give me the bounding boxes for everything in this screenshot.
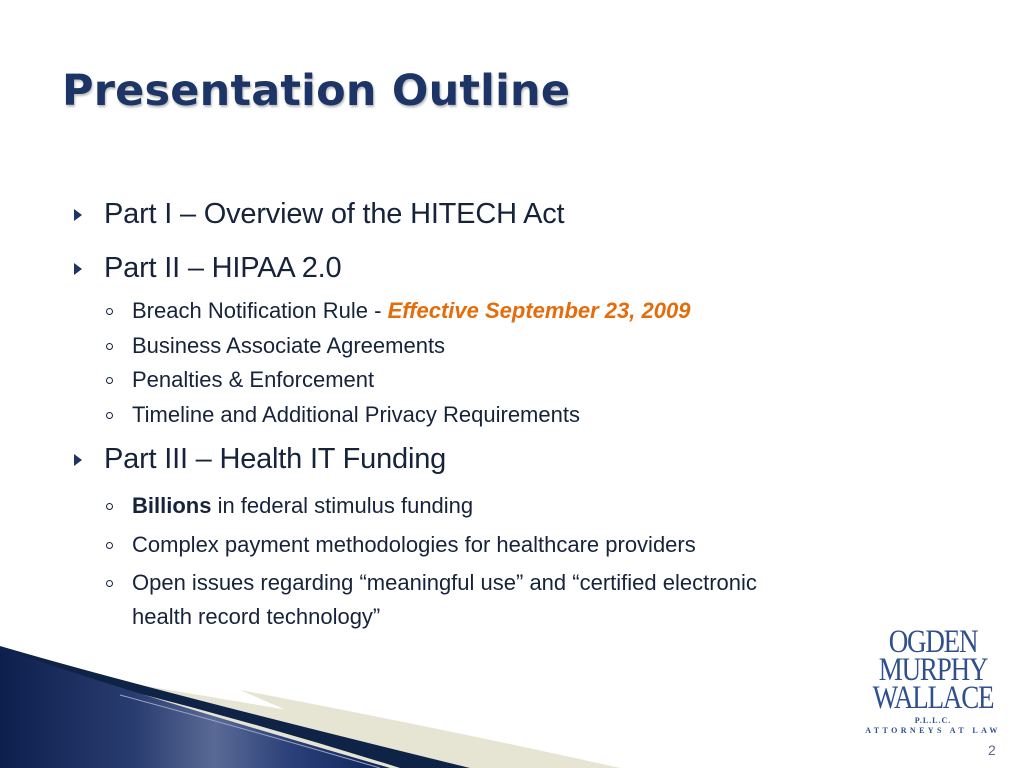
sub-item-timeline [132, 400, 580, 430]
triangle-bullet-icon [74, 454, 82, 466]
circle-bullet-icon [106, 503, 113, 510]
sub-item-open-issues-continuation [132, 602, 380, 632]
logo-word-wallace: WALLACE [872, 680, 994, 716]
sub-item-billions [132, 491, 473, 521]
sub-item-label: health record technology” [132, 604, 381, 629]
outline-item-part-2 [104, 252, 341, 285]
sub-item-label: Open issues regarding “meaningful use” and “certified electronic [132, 570, 757, 595]
outline-item-label: Part II – HIPAA 2.0 [104, 252, 342, 284]
sub-item-business-associate [132, 331, 445, 361]
page-number: 2 [988, 742, 996, 758]
outline-item-label: Part III – Health IT Funding [104, 443, 447, 475]
circle-bullet-icon [106, 308, 113, 315]
logo-word-ogden: OGDEN [888, 624, 978, 660]
sub-item-label: Business Associate Agreements [132, 333, 446, 358]
sub-item-payment-methodologies [132, 530, 696, 560]
circle-bullet-icon [106, 580, 113, 587]
triangle-bullet-icon [74, 209, 82, 221]
outline-item-part-3 [104, 443, 446, 476]
circle-bullet-icon [106, 542, 113, 549]
sub-item-open-issues [132, 568, 757, 598]
logo-suffix: P.L.L.C. [914, 716, 952, 725]
sub-item-label: Complex payment methodologies for healthcare providers [132, 532, 696, 557]
triangle-bullet-icon [74, 263, 82, 275]
logo-word-murphy: MURPHY [878, 652, 988, 688]
sub-item-label: Penalties & Enforcement [132, 367, 375, 392]
logo-tagline: ATTORNEYS AT LAW [865, 726, 1001, 735]
firm-logo [858, 624, 1008, 735]
circle-bullet-icon [106, 343, 113, 350]
sub-item-label: Breach Notification Rule - [132, 298, 388, 323]
circle-bullet-icon [106, 377, 113, 384]
sub-item-label: Timeline and Additional Privacy Requirements [132, 402, 580, 427]
sub-item-penalties [132, 365, 374, 395]
slide-title: Presentation Outline [62, 66, 571, 116]
sub-item-label: in federal stimulus funding [211, 493, 474, 518]
outline-item-part-1 [104, 198, 564, 231]
outline-item-label: Part I – Overview of the HITECH Act [104, 198, 565, 230]
effective-date-highlight: Effective September 23, 2009 [387, 298, 691, 323]
sub-item-bold: Billions [132, 493, 212, 518]
sub-item-breach-notification [132, 296, 690, 326]
circle-bullet-icon [106, 412, 113, 419]
